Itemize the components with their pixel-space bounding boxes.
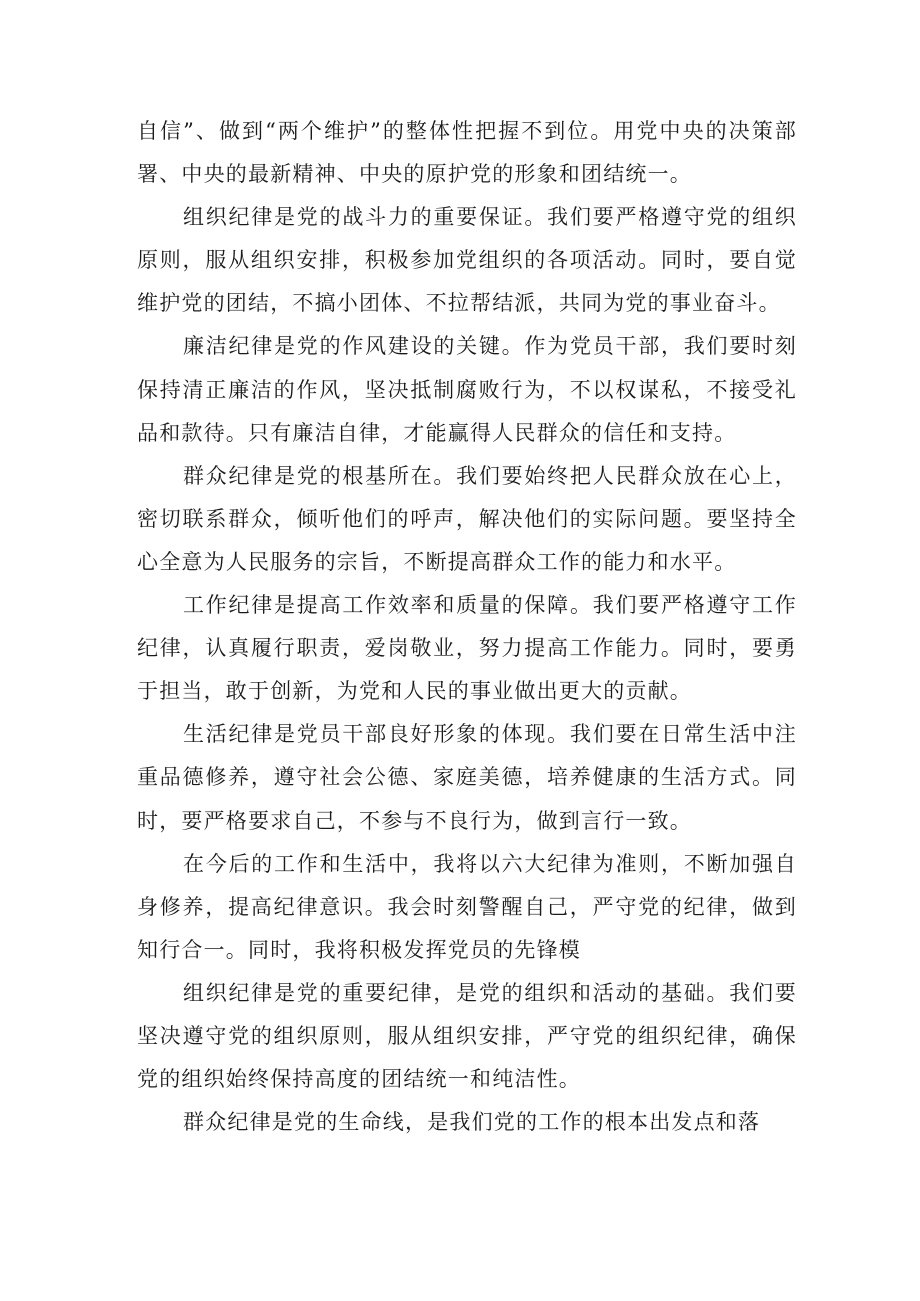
paragraph-work-discipline: 工作纪律是提高工作效率和质量的保障。我们要严格遵守工作纪律，认真履行职责，爱岗敬业，努力提高工作能力。同时，要勇于担当，敢于创新，为党和人民的事业做出更大的贡献。 [137,593,797,704]
paragraph-life-discipline: 生活纪律是党员干部良好形象的体现。我们要在日常生活中注重品德修养，遵守社会公德、家庭美德，培养健康的生活方式。同时，要严格要求自己，不参与不良行为，做到言行一致。 [137,722,797,833]
paragraph-organization-discipline-2: 组织纪律是党的重要纪律，是党的组织和活动的基础。我们要坚决遵守党的组织原则，服从组织安排，严守党的组织纪律，确保党的组织始终保持高度的团结统一和纯洁性。 [137,980,797,1092]
paragraph-organization-discipline: 组织纪律是党的战斗力的重要保证。我们要严格遵守党的组织原则，服从组织安排，积极参加党组织的各项活动。同时，要自觉维护党的团结，不搞小团体、不拉帮结派，共同为党的事业奋斗。 [137,205,797,316]
paragraph-continuation: 自信”、做到“两个维护”的整体性把握不到位。用党中央的决策部署、中央的最新精神、中央的原护党的形象和团结统一。 [137,119,797,187]
paragraph-future-commitment: 在今后的工作和生活中，我将以六大纪律为准则，不断加强自身修养，提高纪律意识。我会时刻警醒自己，严守党的纪律，做到知行合一。同时，我将积极发挥党员的先锋模 [137,851,797,962]
paragraph-integrity-discipline: 廉洁纪律是党的作风建设的关键。作为党员干部，我们要时刻保持清正廉洁的作风，坚决抵制腐败行为，不以权谋私，不接受礼品和款待。只有廉洁自律，才能赢得人民群众的信任和支持。 [137,334,797,445]
paragraph-mass-discipline: 群众纪律是党的根基所在。我们要始终把人民群众放在心上，密切联系群众，倾听他们的呼声，解决他们的实际问题。要坚持全心全意为人民服务的宗旨，不断提高群众工作的能力和水平。 [137,463,797,574]
document-body [137,110,797,1144]
paragraph-mass-discipline-2: 群众纪律是党的生命线，是我们党的工作的根本出发点和落 [183,1110,761,1135]
